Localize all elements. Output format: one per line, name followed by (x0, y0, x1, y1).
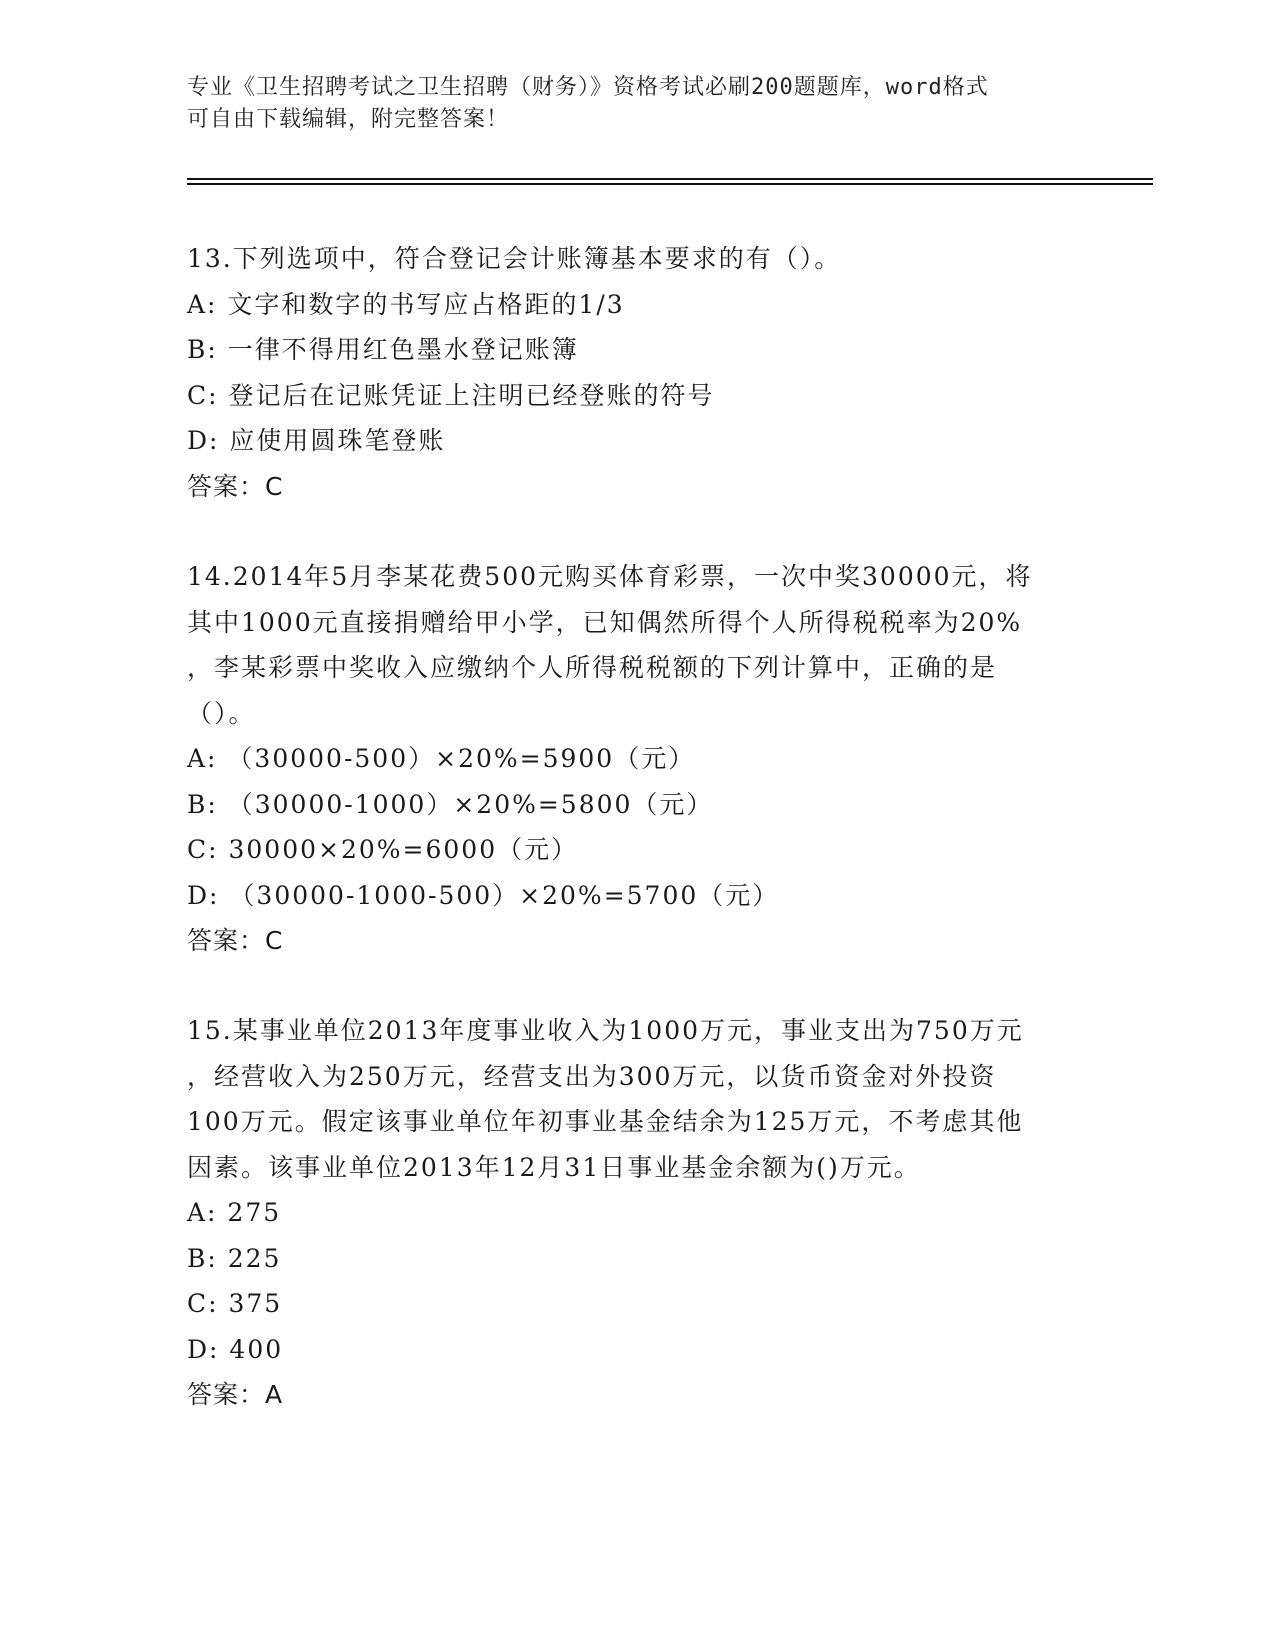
option-d: D: 400 (187, 1334, 284, 1364)
question-stem-line: 因素。该事业单位2013年12月31日事业基金余额为()万元。 (187, 1152, 921, 1182)
option-b: B: 225 (187, 1243, 282, 1273)
document-header (187, 72, 1087, 136)
question-13 (187, 236, 841, 509)
option-b: B: （30000-1000）×20%=5800（元） (187, 789, 714, 819)
answer-label: 答案：A (187, 1380, 284, 1409)
option-c: C: 375 (187, 1289, 283, 1318)
header-line-2: 可自由下载编辑，附完整答案！ (187, 107, 510, 132)
question-stem-line: ，李某彩票中奖收入应缴纳个人所得税税额的下列计算中，正确的是 (187, 653, 998, 682)
question-stem-line: 13.下列选项中，符合登记会计账簿基本要求的有（）。 (187, 244, 842, 273)
question-stem-line: ，经营收入为250万元，经营支出为300万元，以货币资金对外投资 (187, 1061, 997, 1091)
header-divider-bottom (187, 183, 1153, 185)
option-c: C: 登记后在记账凭证上注明已经登账的符号 (187, 380, 715, 410)
question-stem-line: （）。 (187, 698, 256, 728)
question-stem-line: 14.2014年5月李某花费500元购买体育彩票，一次中奖30000元，将 (187, 562, 1033, 591)
answer-label: 答案：C (187, 471, 284, 501)
option-a: A: 275 (187, 1198, 282, 1227)
option-d: D: 应使用圆珠笔登账 (187, 426, 446, 455)
question-14 (187, 554, 1033, 964)
option-d: D: （30000-1000-500）×20%=5700（元） (187, 880, 780, 910)
header-line-1: 专业《卫生招聘考试之卫生招聘（财务）》资格考试必刷200题题库，word格式 (187, 75, 989, 100)
question-15 (187, 1008, 1024, 1418)
option-a: A: （30000-500）×20%=5900（元） (187, 744, 696, 773)
option-b: B: 一律不得用红色墨水登记账簿 (187, 335, 579, 364)
question-stem-line: 其中1000元直接捐赠给甲小学，已知偶然所得个人所得税税率为20% (187, 607, 1023, 637)
question-stem-line: 15.某事业单位2013年度事业收入为1000万元，事业支出为750万元 (187, 1016, 1024, 1045)
option-c: C: 30000×20%=6000（元） (187, 835, 579, 864)
answer-label: 答案：C (187, 926, 284, 955)
option-a: A: 文字和数字的书写应占格距的1/3 (187, 289, 625, 319)
question-stem-line: 100万元。假定该事业单位年初事业基金结余为125万元，不考虑其他 (187, 1107, 1024, 1136)
header-divider-top (187, 178, 1153, 180)
